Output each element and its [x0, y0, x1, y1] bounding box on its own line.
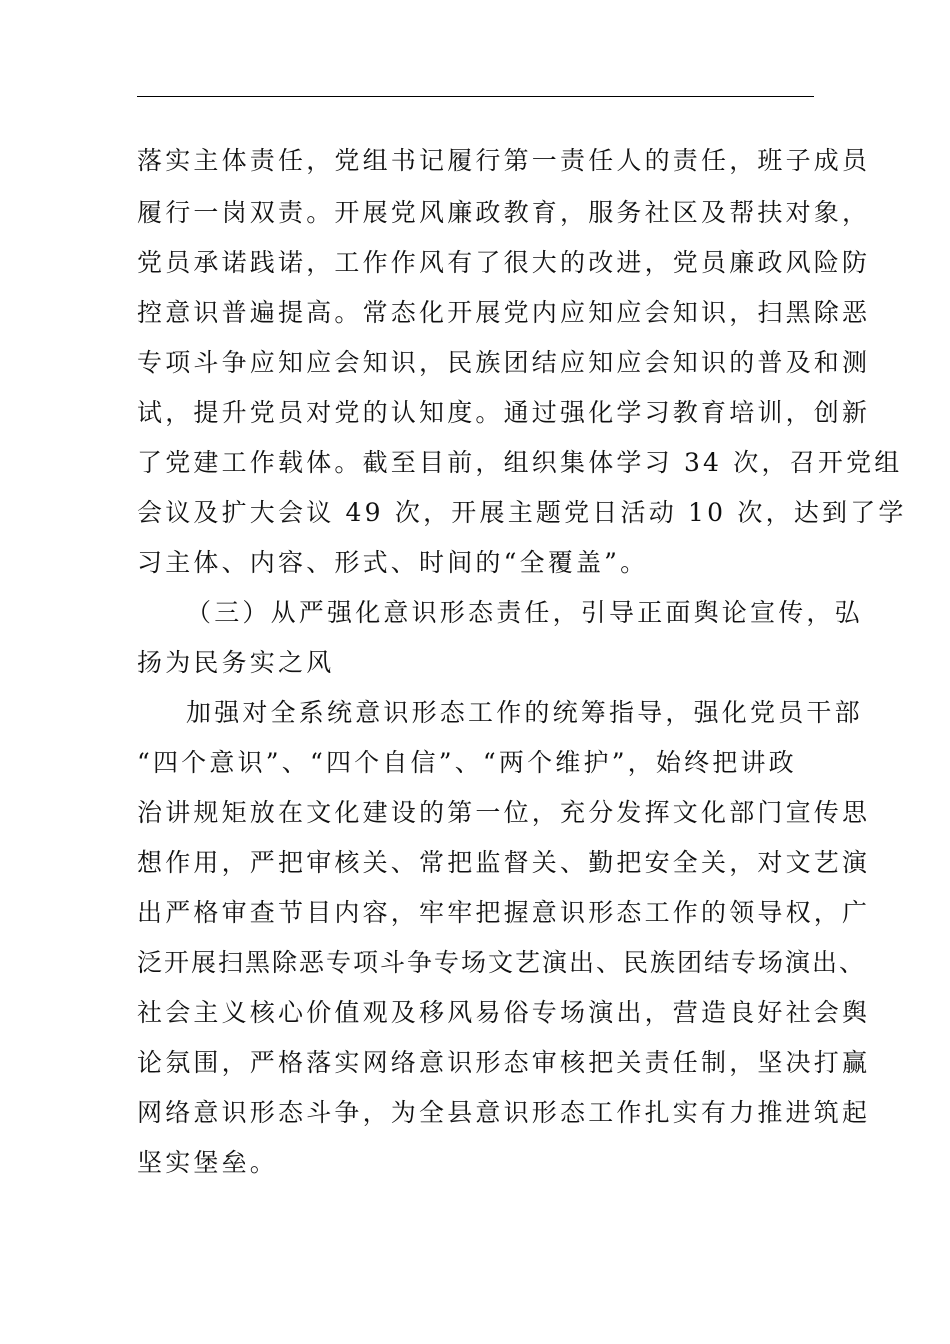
text-line: 治讲规矩放在文化建设的第一位，充分发挥文化部门宣传思	[137, 798, 871, 827]
text-line: 专项斗争应知应会知识，民族团结应知应会知识的普及和测	[137, 348, 871, 377]
text-line: “四个意识”、“四个自信”、“两个维护”，始终把讲政	[137, 748, 797, 777]
text-line: 论氛围，严格落实网络意识形态审核把关责任制，坚决打赢	[137, 1048, 871, 1077]
text-line: 习主体、内容、形式、时间的“全覆盖”。	[137, 548, 649, 577]
text-line: 党员承诺践诺，工作作风有了很大的改进，党员廉政风险防	[137, 248, 871, 277]
text-line: 出严格审查节目内容，牢牢把握意识形态工作的领导权，广	[137, 898, 871, 927]
section-heading-line: 扬为民务实之风	[137, 648, 335, 677]
text-line: 落实主体责任，党组书记履行第一责任人的责任，班子成员	[137, 146, 871, 175]
text-line: 泛开展扫黑除恶专项斗争专场文艺演出、民族团结专场演出、	[137, 948, 867, 977]
section-heading-line: （三）从严强化意识形态责任，引导正面舆论宣传，弘	[186, 598, 863, 627]
text-line: 网络意识形态斗争，为全县意识形态工作扎实有力推进筑起	[137, 1098, 871, 1127]
text-line: 履行一岗双责。开展党风廉政教育，服务社区及帮扶对象，	[137, 198, 871, 227]
text-line: 试，提升党员对党的认知度。通过强化学习教育培训，创新	[137, 398, 871, 427]
text-line: 会议及扩大会议 49 次，开展主题党日活动 10 次，达到了学	[137, 498, 907, 527]
text-line: 了党建工作载体。截至目前，组织集体学习 34 次，召开党组	[137, 448, 903, 477]
text-line: 社会主义核心价值观及移风易俗专场演出，营造良好社会舆	[137, 998, 871, 1027]
text-line: 坚实堡垒。	[137, 1148, 279, 1177]
text-line: 想作用，严把审核关、常把监督关、勤把安全关，对文艺演	[137, 848, 871, 877]
header-rule	[137, 96, 814, 97]
text-line: 控意识普遍提高。常态化开展党内应知应会知识，扫黑除恶	[137, 298, 871, 327]
text-line: 加强对全系统意识形态工作的统筹指导，强化党员干部	[186, 698, 863, 727]
